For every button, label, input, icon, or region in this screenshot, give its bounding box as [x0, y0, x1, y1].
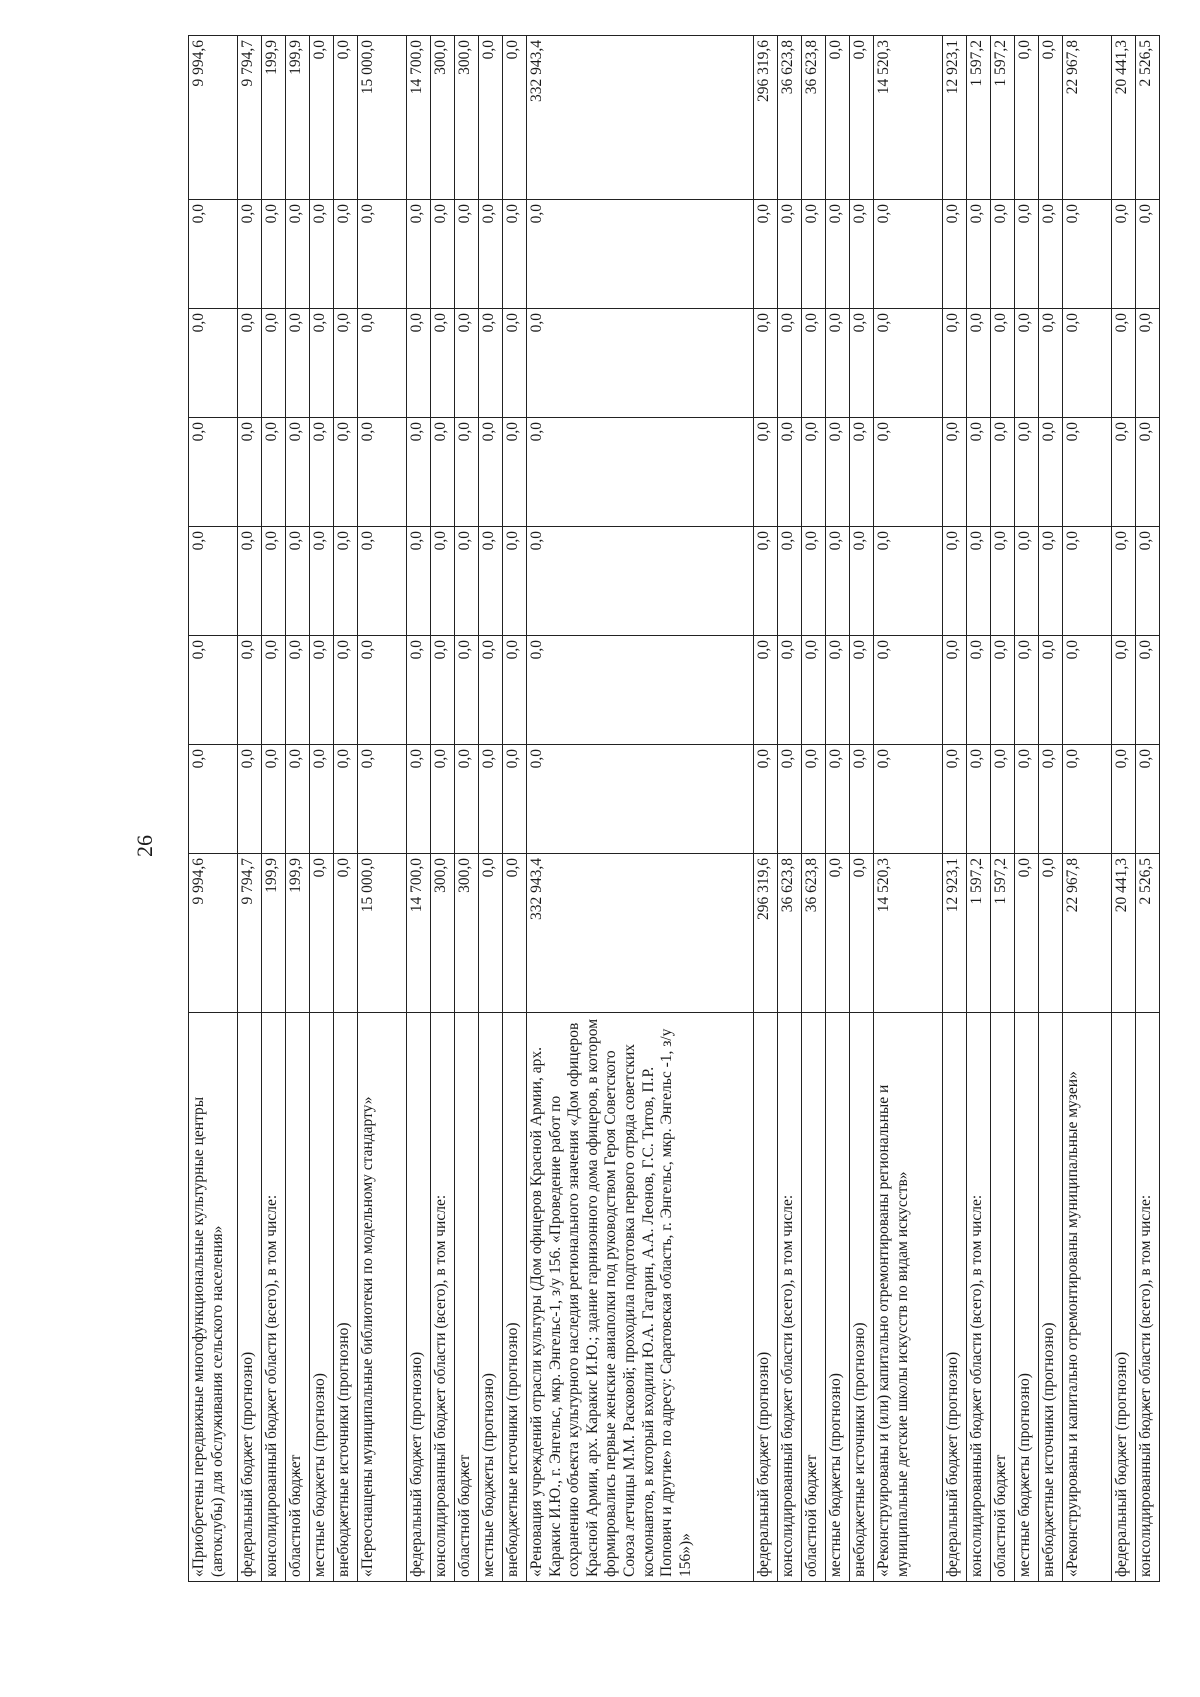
year-value-cell: 0,0 [754, 418, 778, 527]
total-value-cell: 20 441,3 [1112, 854, 1136, 1013]
year-value-cell: 0,0 [778, 309, 802, 418]
total-value-cell: 296 319,6 [754, 854, 778, 1013]
year-value-cell: 0,0 [503, 636, 527, 745]
total-value-cell: 12 923,1 [943, 854, 967, 1013]
year-value-cell: 0,0 [1136, 745, 1160, 854]
year-value-cell: 0,0 [874, 636, 943, 745]
row-label: федеральный бюджет (прогнозно) [1112, 1013, 1136, 1582]
total-value-cell: 1 597,2 [991, 854, 1015, 1013]
total-value-cell: 0,0 [334, 854, 358, 1013]
table-row [262, 36, 286, 1582]
year-value-cell: 0,0 [310, 309, 334, 418]
year-value-cell: 0,0 [1039, 745, 1063, 854]
total-value-cell: 14 520,3 [874, 854, 943, 1013]
final-year-value-cell: 0,0 [334, 36, 358, 200]
year-value-cell: 0,0 [431, 636, 455, 745]
year-value-cell: 0,0 [826, 309, 850, 418]
total-value-cell: 199,9 [262, 854, 286, 1013]
year-value-cell: 0,0 [503, 418, 527, 527]
table-row [874, 36, 943, 1582]
year-value-cell: 0,0 [1063, 636, 1112, 745]
year-value-cell: 0,0 [189, 200, 238, 309]
year-value-cell: 0,0 [286, 418, 310, 527]
year-value-cell: 0,0 [310, 418, 334, 527]
year-value-cell: 0,0 [850, 418, 874, 527]
year-value-cell: 0,0 [1039, 200, 1063, 309]
row-label: «Переоснащены муниципальные библиотеки по модельному стандарту» [358, 1013, 407, 1582]
final-year-value-cell: 0,0 [1039, 36, 1063, 200]
total-value-cell: 0,0 [850, 854, 874, 1013]
year-value-cell: 0,0 [1039, 309, 1063, 418]
year-value-cell: 0,0 [286, 309, 310, 418]
table-row [778, 36, 802, 1582]
year-value-cell: 0,0 [238, 636, 262, 745]
year-value-cell: 0,0 [1015, 309, 1039, 418]
final-year-value-cell: 1 597,2 [967, 36, 991, 200]
final-year-value-cell: 9 994,6 [189, 36, 238, 200]
year-value-cell: 0,0 [334, 527, 358, 636]
row-label: консолидированный бюджет области (всего), в том числе: [431, 1013, 455, 1582]
year-value-cell: 0,0 [826, 527, 850, 636]
year-value-cell: 0,0 [826, 418, 850, 527]
year-value-cell: 0,0 [262, 745, 286, 854]
year-value-cell: 0,0 [503, 200, 527, 309]
year-value-cell: 0,0 [802, 418, 826, 527]
year-value-cell: 0,0 [358, 527, 407, 636]
year-value-cell: 0,0 [407, 636, 431, 745]
row-label: федеральный бюджет (прогнозно) [407, 1013, 431, 1582]
year-value-cell: 0,0 [1063, 527, 1112, 636]
row-label: «Реконструированы и капитально отремонтированы муниципальные музеи» [1063, 1013, 1112, 1582]
year-value-cell: 0,0 [189, 309, 238, 418]
year-value-cell: 0,0 [943, 636, 967, 745]
year-value-cell: 0,0 [503, 745, 527, 854]
row-label: федеральный бюджет (прогнозно) [943, 1013, 967, 1582]
year-value-cell: 0,0 [943, 309, 967, 418]
table-row [802, 36, 826, 1582]
row-label: внебюджетные источники (прогнозно) [503, 1013, 527, 1582]
year-value-cell: 0,0 [479, 745, 503, 854]
year-value-cell: 0,0 [189, 418, 238, 527]
year-value-cell: 0,0 [943, 527, 967, 636]
year-value-cell: 0,0 [967, 418, 991, 527]
year-value-cell: 0,0 [1112, 636, 1136, 745]
row-label: внебюджетные источники (прогнозно) [334, 1013, 358, 1582]
final-year-value-cell: 0,0 [479, 36, 503, 200]
table-row [189, 36, 238, 1582]
year-value-cell: 0,0 [1063, 200, 1112, 309]
year-value-cell: 0,0 [527, 200, 754, 309]
year-value-cell: 0,0 [334, 309, 358, 418]
budget-table [188, 35, 1160, 1582]
table-row [826, 36, 850, 1582]
final-year-value-cell: 22 967,8 [1063, 36, 1112, 200]
total-value-cell: 14 700,0 [407, 854, 431, 1013]
year-value-cell: 0,0 [754, 527, 778, 636]
year-value-cell: 0,0 [431, 745, 455, 854]
year-value-cell: 0,0 [479, 418, 503, 527]
year-value-cell: 0,0 [358, 636, 407, 745]
year-value-cell: 0,0 [874, 745, 943, 854]
year-value-cell: 0,0 [1015, 200, 1039, 309]
table-row [407, 36, 431, 1582]
table-row [850, 36, 874, 1582]
year-value-cell: 0,0 [455, 527, 479, 636]
year-value-cell: 0,0 [1039, 636, 1063, 745]
year-value-cell: 0,0 [238, 418, 262, 527]
year-value-cell: 0,0 [826, 745, 850, 854]
table-row [358, 36, 407, 1582]
total-value-cell: 36 623,8 [802, 854, 826, 1013]
year-value-cell: 0,0 [778, 418, 802, 527]
year-value-cell: 0,0 [943, 418, 967, 527]
table-row [1136, 36, 1160, 1582]
total-value-cell: 300,0 [431, 854, 455, 1013]
year-value-cell: 0,0 [286, 636, 310, 745]
year-value-cell: 0,0 [802, 636, 826, 745]
table-row [479, 36, 503, 1582]
year-value-cell: 0,0 [1112, 418, 1136, 527]
year-value-cell: 0,0 [262, 418, 286, 527]
year-value-cell: 0,0 [754, 200, 778, 309]
year-value-cell: 0,0 [1136, 527, 1160, 636]
final-year-value-cell: 2 526,5 [1136, 36, 1160, 200]
year-value-cell: 0,0 [455, 745, 479, 854]
table-row [527, 36, 754, 1582]
final-year-value-cell: 296 319,6 [754, 36, 778, 200]
final-year-value-cell: 0,0 [850, 36, 874, 200]
year-value-cell: 0,0 [479, 200, 503, 309]
row-label: консолидированный бюджет области (всего), в том числе: [262, 1013, 286, 1582]
year-value-cell: 0,0 [407, 745, 431, 854]
table-row [991, 36, 1015, 1582]
total-value-cell: 1 597,2 [967, 854, 991, 1013]
total-value-cell: 0,0 [479, 854, 503, 1013]
final-year-value-cell: 0,0 [310, 36, 334, 200]
final-year-value-cell: 15 000,0 [358, 36, 407, 200]
year-value-cell: 0,0 [991, 745, 1015, 854]
year-value-cell: 0,0 [479, 309, 503, 418]
year-value-cell: 0,0 [262, 309, 286, 418]
year-value-cell: 0,0 [967, 309, 991, 418]
year-value-cell: 0,0 [310, 636, 334, 745]
year-value-cell: 0,0 [802, 200, 826, 309]
row-label: внебюджетные источники (прогнозно) [1039, 1013, 1063, 1582]
year-value-cell: 0,0 [1136, 636, 1160, 745]
year-value-cell: 0,0 [778, 636, 802, 745]
final-year-value-cell: 36 623,8 [802, 36, 826, 200]
year-value-cell: 0,0 [334, 418, 358, 527]
rotated-table-container [188, 40, 1154, 1582]
total-value-cell: 0,0 [503, 854, 527, 1013]
year-value-cell: 0,0 [503, 309, 527, 418]
table-row [1063, 36, 1112, 1582]
year-value-cell: 0,0 [334, 636, 358, 745]
final-year-value-cell: 300,0 [431, 36, 455, 200]
year-value-cell: 0,0 [826, 636, 850, 745]
year-value-cell: 0,0 [1039, 418, 1063, 527]
year-value-cell: 0,0 [358, 418, 407, 527]
page-number: 26 [132, 835, 157, 857]
final-year-value-cell: 300,0 [455, 36, 479, 200]
year-value-cell: 0,0 [874, 309, 943, 418]
year-value-cell: 0,0 [1015, 527, 1039, 636]
year-value-cell: 0,0 [850, 309, 874, 418]
year-value-cell: 0,0 [334, 200, 358, 309]
year-value-cell: 0,0 [1112, 527, 1136, 636]
year-value-cell: 0,0 [358, 309, 407, 418]
year-value-cell: 0,0 [826, 200, 850, 309]
year-value-cell: 0,0 [238, 745, 262, 854]
row-label: консолидированный бюджет области (всего), в том числе: [778, 1013, 802, 1582]
final-year-value-cell: 0,0 [1015, 36, 1039, 200]
year-value-cell: 0,0 [967, 636, 991, 745]
year-value-cell: 0,0 [1136, 200, 1160, 309]
year-value-cell: 0,0 [455, 309, 479, 418]
final-year-value-cell: 20 441,3 [1112, 36, 1136, 200]
total-value-cell: 0,0 [1015, 854, 1039, 1013]
table-row [943, 36, 967, 1582]
row-label: местные бюджеты (прогнозно) [479, 1013, 503, 1582]
total-value-cell: 9 994,6 [189, 854, 238, 1013]
year-value-cell: 0,0 [1136, 418, 1160, 527]
final-year-value-cell: 12 923,1 [943, 36, 967, 200]
total-value-cell: 15 000,0 [358, 854, 407, 1013]
total-value-cell: 2 526,5 [1136, 854, 1160, 1013]
year-value-cell: 0,0 [778, 527, 802, 636]
row-label: областной бюджет [991, 1013, 1015, 1582]
year-value-cell: 0,0 [286, 200, 310, 309]
year-value-cell: 0,0 [189, 745, 238, 854]
year-value-cell: 0,0 [754, 309, 778, 418]
year-value-cell: 0,0 [262, 636, 286, 745]
table-row [1112, 36, 1136, 1582]
final-year-value-cell: 199,9 [262, 36, 286, 200]
total-value-cell: 0,0 [1039, 854, 1063, 1013]
table-row [1015, 36, 1039, 1582]
year-value-cell: 0,0 [286, 527, 310, 636]
year-value-cell: 0,0 [431, 418, 455, 527]
final-year-value-cell: 0,0 [503, 36, 527, 200]
row-label: областной бюджет [802, 1013, 826, 1582]
year-value-cell: 0,0 [1112, 309, 1136, 418]
total-value-cell: 0,0 [826, 854, 850, 1013]
final-year-value-cell: 332 943,4 [527, 36, 754, 200]
year-value-cell: 0,0 [358, 200, 407, 309]
year-value-cell: 0,0 [850, 200, 874, 309]
row-label: федеральный бюджет (прогнозно) [238, 1013, 262, 1582]
year-value-cell: 0,0 [479, 527, 503, 636]
year-value-cell: 0,0 [754, 636, 778, 745]
year-value-cell: 0,0 [358, 745, 407, 854]
year-value-cell: 0,0 [1063, 418, 1112, 527]
row-label: внебюджетные источники (прогнозно) [850, 1013, 874, 1582]
year-value-cell: 0,0 [310, 527, 334, 636]
year-value-cell: 0,0 [802, 745, 826, 854]
row-label: областной бюджет [455, 1013, 479, 1582]
year-value-cell: 0,0 [286, 745, 310, 854]
year-value-cell: 0,0 [1136, 309, 1160, 418]
year-value-cell: 0,0 [527, 636, 754, 745]
row-label: областной бюджет [286, 1013, 310, 1582]
year-value-cell: 0,0 [874, 200, 943, 309]
total-value-cell: 22 967,8 [1063, 854, 1112, 1013]
year-value-cell: 0,0 [455, 200, 479, 309]
year-value-cell: 0,0 [189, 527, 238, 636]
row-label: «Приобретены передвижные многофункциональные культурные центры (автоклубы) для обслуживания сельского населения» [189, 1013, 238, 1582]
table-row [334, 36, 358, 1582]
year-value-cell: 0,0 [262, 527, 286, 636]
year-value-cell: 0,0 [850, 745, 874, 854]
year-value-cell: 0,0 [455, 418, 479, 527]
final-year-value-cell: 36 623,8 [778, 36, 802, 200]
table-row [286, 36, 310, 1582]
year-value-cell: 0,0 [991, 636, 1015, 745]
year-value-cell: 0,0 [334, 745, 358, 854]
row-label: местные бюджеты (прогнозно) [310, 1013, 334, 1582]
row-label: местные бюджеты (прогнозно) [826, 1013, 850, 1582]
row-label: консолидированный бюджет области (всего), в том числе: [967, 1013, 991, 1582]
year-value-cell: 0,0 [189, 636, 238, 745]
year-value-cell: 0,0 [1015, 418, 1039, 527]
year-value-cell: 0,0 [479, 636, 503, 745]
year-value-cell: 0,0 [991, 418, 1015, 527]
year-value-cell: 0,0 [967, 527, 991, 636]
year-value-cell: 0,0 [238, 309, 262, 418]
budget-table-body [189, 36, 1160, 1582]
year-value-cell: 0,0 [778, 200, 802, 309]
year-value-cell: 0,0 [943, 745, 967, 854]
row-label: федеральный бюджет (прогнозно) [754, 1013, 778, 1582]
year-value-cell: 0,0 [407, 527, 431, 636]
row-label: «Реновация учреждений отрасли культуры (Дом офицеров Красной Армии, арх. Каракис И.Ю., г. Энгельс, мкр. Энгельс-1, з/у 156. «Проведение работ по сохранению объекта культурного наследия регионального значения «Дом офицеров Красной Армии, арх. Каракис И.Ю.; здание гарнизонного дома офицеров, в котором формировались первые женские авиаполки под руководством Героя Советского Союза летчицы М.М. Расковой; проходила подготовка первого отряда советских космонавтов, в который входили Ю.А. Гагарин, А.А. Леонов, Г.С. Титов, П.Р. Попович и другие» по адресу: Саратовская область, г. Энгельс, мкр. Энгельс -1, з/у 156»)» [527, 1013, 754, 1582]
table-row [503, 36, 527, 1582]
total-value-cell: 9 794,7 [238, 854, 262, 1013]
year-value-cell: 0,0 [850, 527, 874, 636]
year-value-cell: 0,0 [407, 200, 431, 309]
total-value-cell: 300,0 [455, 854, 479, 1013]
year-value-cell: 0,0 [310, 200, 334, 309]
year-value-cell: 0,0 [967, 745, 991, 854]
year-value-cell: 0,0 [1063, 745, 1112, 854]
year-value-cell: 0,0 [754, 745, 778, 854]
year-value-cell: 0,0 [238, 527, 262, 636]
total-value-cell: 199,9 [286, 854, 310, 1013]
year-value-cell: 0,0 [238, 200, 262, 309]
year-value-cell: 0,0 [1039, 527, 1063, 636]
row-label: консолидированный бюджет области (всего), в том числе: [1136, 1013, 1160, 1582]
year-value-cell: 0,0 [527, 309, 754, 418]
year-value-cell: 0,0 [431, 200, 455, 309]
year-value-cell: 0,0 [778, 745, 802, 854]
table-row [1039, 36, 1063, 1582]
year-value-cell: 0,0 [991, 309, 1015, 418]
year-value-cell: 0,0 [527, 527, 754, 636]
final-year-value-cell: 9 794,7 [238, 36, 262, 200]
year-value-cell: 0,0 [503, 527, 527, 636]
year-value-cell: 0,0 [407, 309, 431, 418]
year-value-cell: 0,0 [802, 527, 826, 636]
year-value-cell: 0,0 [943, 200, 967, 309]
year-value-cell: 0,0 [262, 200, 286, 309]
total-value-cell: 0,0 [310, 854, 334, 1013]
year-value-cell: 0,0 [1015, 745, 1039, 854]
table-row [754, 36, 778, 1582]
year-value-cell: 0,0 [802, 309, 826, 418]
final-year-value-cell: 14 700,0 [407, 36, 431, 200]
year-value-cell: 0,0 [431, 527, 455, 636]
table-row [455, 36, 479, 1582]
year-value-cell: 0,0 [1063, 309, 1112, 418]
table-row [238, 36, 262, 1582]
total-value-cell: 36 623,8 [778, 854, 802, 1013]
row-label: местные бюджеты (прогнозно) [1015, 1013, 1039, 1582]
year-value-cell: 0,0 [527, 745, 754, 854]
year-value-cell: 0,0 [1112, 200, 1136, 309]
year-value-cell: 0,0 [991, 200, 1015, 309]
table-row [310, 36, 334, 1582]
final-year-value-cell: 199,9 [286, 36, 310, 200]
final-year-value-cell: 0,0 [826, 36, 850, 200]
year-value-cell: 0,0 [431, 309, 455, 418]
table-row [431, 36, 455, 1582]
year-value-cell: 0,0 [1015, 636, 1039, 745]
final-year-value-cell: 1 597,2 [991, 36, 1015, 200]
year-value-cell: 0,0 [874, 527, 943, 636]
year-value-cell: 0,0 [1112, 745, 1136, 854]
total-value-cell: 332 943,4 [527, 854, 754, 1013]
year-value-cell: 0,0 [874, 418, 943, 527]
year-value-cell: 0,0 [850, 636, 874, 745]
final-year-value-cell: 14 520,3 [874, 36, 943, 200]
year-value-cell: 0,0 [527, 418, 754, 527]
row-label: «Реконструированы и (или) капитально отремонтированы региональные и муниципальные детские школы искусств по видам искусств» [874, 1013, 943, 1582]
table-row [967, 36, 991, 1582]
year-value-cell: 0,0 [310, 745, 334, 854]
year-value-cell: 0,0 [407, 418, 431, 527]
year-value-cell: 0,0 [991, 527, 1015, 636]
year-value-cell: 0,0 [455, 636, 479, 745]
year-value-cell: 0,0 [967, 200, 991, 309]
